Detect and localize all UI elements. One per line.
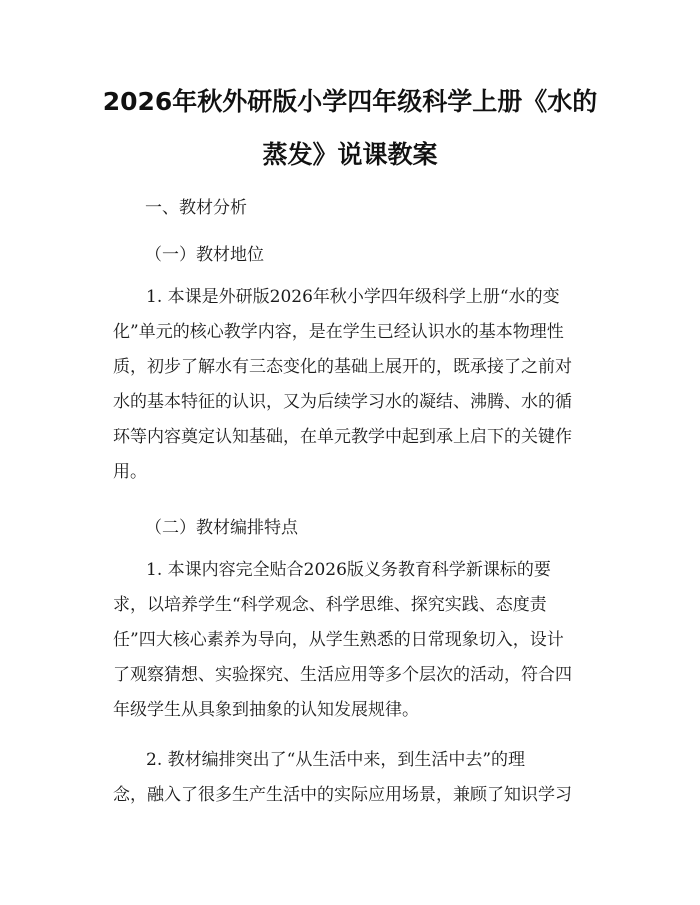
paragraph-line: 1. 本课内容完全贴合2026版义务教育科学新课标的要 [146, 560, 551, 580]
document-title-line-1: 2026年秋外研版小学四年级科学上册《水的 [102, 87, 598, 116]
paragraph-material-status [113, 280, 593, 490]
paragraph-line: 求，以培养学生“科学观念、科学思维、探究实践、态度责 [113, 595, 547, 615]
paragraph-line: 念，融入了很多生产生活中的实际应用场景，兼顾了知识学习 [113, 785, 572, 805]
paragraph-arrangement-point-2 [113, 743, 593, 813]
subsection-heading-material-status: （一）教材地位 [145, 245, 264, 265]
paragraph-arrangement-point-1 [113, 553, 593, 728]
paragraph-line: 环等内容奠定认知基础，在单元教学中起到承上启下的关键作 [113, 427, 572, 447]
paragraph-line: 水的基本特征的认识，又为后续学习水的凝结、沸腾、水的循 [113, 392, 572, 412]
paragraph-line: 年级学生从具象到抽象的认知发展规律。 [113, 700, 419, 720]
paragraph-line: 质，初步了解水有三态变化的基础上展开的，既承接了之前对 [113, 357, 572, 377]
paragraph-line: 了观察猜想、实验探究、生活应用等多个层次的活动，符合四 [113, 665, 572, 685]
paragraph-line: 任”四大核心素养为导向，从学生熟悉的日常现象切入，设计 [113, 630, 564, 650]
document-title-line-2: 蒸发》说课教案 [262, 140, 438, 169]
subsection-heading-material-arrangement: （二）教材编排特点 [145, 518, 298, 538]
paragraph-line: 用。 [113, 462, 147, 482]
paragraph-line: 1. 本课是外研版2026年秋小学四年级科学上册“水的变 [146, 287, 560, 307]
section-heading-teaching-material-analysis: 一、教材分析 [145, 198, 247, 218]
paragraph-line: 化”单元的核心教学内容，是在学生已经认识水的基本物理性 [113, 322, 564, 342]
paragraph-line: 2. 教材编排突出了“从生活中来，到生活中去”的理 [146, 750, 526, 770]
